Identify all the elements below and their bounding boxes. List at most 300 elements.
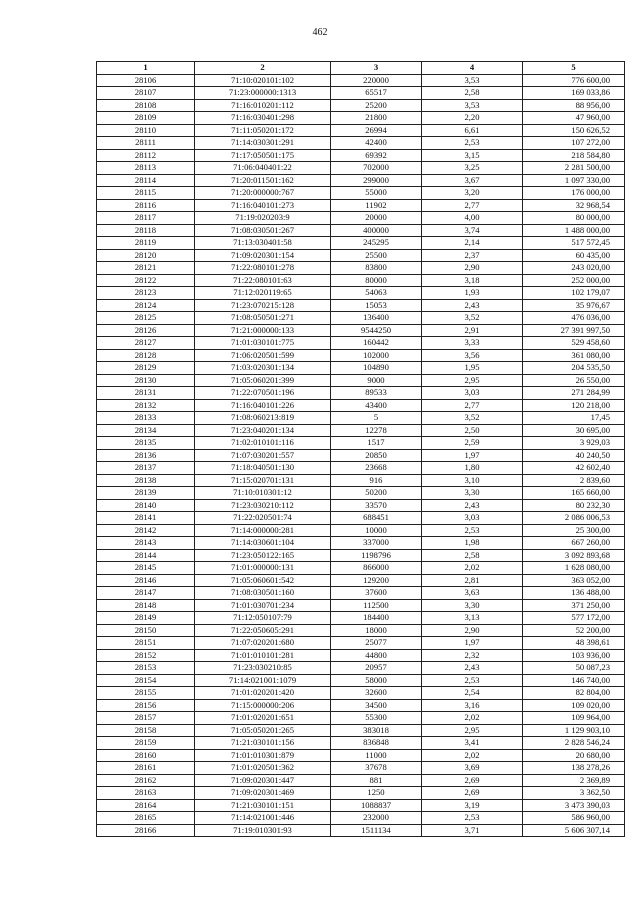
table-row <box>97 712 625 725</box>
cell-rate-value: 3,25 <box>422 162 523 175</box>
cell-amount-value: 371 250,00 <box>523 599 625 612</box>
cell-amount-value: 120 218,00 <box>523 399 625 412</box>
cell-area-value: 299000 <box>331 174 422 187</box>
cell-area-value: 160442 <box>331 337 422 350</box>
cell-area-value: 80000 <box>331 274 422 287</box>
cell-cadastral-number: 71:22:070501:196 <box>195 387 331 400</box>
table-row <box>97 324 625 337</box>
table-row <box>97 674 625 687</box>
table-row <box>97 487 625 500</box>
cell-cadastral-number: 71:05:050201:265 <box>195 724 331 737</box>
cell-cadastral-number: 71:01:010301:879 <box>195 749 331 762</box>
cell-rate-value: 2,43 <box>422 662 523 675</box>
cell-amount-value: 3 473 390,03 <box>523 799 625 812</box>
cell-cadastral-number: 71:01:020201:420 <box>195 687 331 700</box>
cell-row-number: 28113 <box>97 162 195 175</box>
cell-cadastral-number: 71:05:060201:399 <box>195 374 331 387</box>
cell-cadastral-number: 71:18:040501:130 <box>195 462 331 475</box>
cell-cadastral-number: 71:02:010101:116 <box>195 437 331 450</box>
table-row <box>97 762 625 775</box>
cell-rate-value: 2,53 <box>422 137 523 150</box>
cell-amount-value: 30 695,00 <box>523 424 625 437</box>
cell-area-value: 50200 <box>331 487 422 500</box>
cell-amount-value: 176 000,00 <box>523 187 625 200</box>
table-row <box>97 812 625 825</box>
cell-row-number: 28161 <box>97 762 195 775</box>
cell-area-value: 20000 <box>331 212 422 225</box>
cell-amount-value: 169 033,86 <box>523 87 625 100</box>
cell-area-value: 20957 <box>331 662 422 675</box>
cell-rate-value: 2,58 <box>422 549 523 562</box>
cell-row-number: 28159 <box>97 737 195 750</box>
table-row <box>97 174 625 187</box>
cell-row-number: 28165 <box>97 812 195 825</box>
cell-rate-value: 3,67 <box>422 174 523 187</box>
cell-amount-value: 20 680,00 <box>523 749 625 762</box>
cell-rate-value: 2,59 <box>422 437 523 450</box>
table-row <box>97 349 625 362</box>
cell-row-number: 28154 <box>97 674 195 687</box>
cell-rate-value: 2,91 <box>422 324 523 337</box>
table-row <box>97 724 625 737</box>
cell-row-number: 28107 <box>97 87 195 100</box>
cell-area-value: 11902 <box>331 199 422 212</box>
cell-rate-value: 2,69 <box>422 774 523 787</box>
cell-row-number: 28160 <box>97 749 195 762</box>
cell-amount-value: 517 572,45 <box>523 237 625 250</box>
cell-cadastral-number: 71:05:060601:542 <box>195 574 331 587</box>
cell-row-number: 28152 <box>97 649 195 662</box>
cell-amount-value: 103 936,00 <box>523 649 625 662</box>
cell-area-value: 33570 <box>331 499 422 512</box>
table-row <box>97 824 625 837</box>
cell-rate-value: 3,74 <box>422 224 523 237</box>
table-row <box>97 274 625 287</box>
cell-row-number: 28117 <box>97 212 195 225</box>
cell-amount-value: 80 000,00 <box>523 212 625 225</box>
table-row <box>97 512 625 525</box>
cell-amount-value: 363 052,00 <box>523 574 625 587</box>
cell-row-number: 28149 <box>97 612 195 625</box>
cell-row-number: 28166 <box>97 824 195 837</box>
cell-amount-value: 776 600,00 <box>523 74 625 87</box>
cell-rate-value: 2,53 <box>422 524 523 537</box>
cell-area-value: 112500 <box>331 599 422 612</box>
cell-amount-value: 586 960,00 <box>523 812 625 825</box>
cell-amount-value: 146 740,00 <box>523 674 625 687</box>
cell-rate-value: 2,90 <box>422 262 523 275</box>
cell-cadastral-number: 71:15:020701:131 <box>195 474 331 487</box>
cell-amount-value: 47 960,00 <box>523 112 625 125</box>
cell-amount-value: 2 828 546,24 <box>523 737 625 750</box>
cell-area-value: 25077 <box>331 637 422 650</box>
cell-area-value: 44800 <box>331 649 422 662</box>
cell-area-value: 54063 <box>331 287 422 300</box>
cell-area-value: 1250 <box>331 787 422 800</box>
cell-row-number: 28164 <box>97 799 195 812</box>
cell-cadastral-number: 71:22:080101:63 <box>195 274 331 287</box>
cell-row-number: 28134 <box>97 424 195 437</box>
cell-row-number: 28142 <box>97 524 195 537</box>
cell-cadastral-number: 71:09:020301:469 <box>195 787 331 800</box>
cell-amount-value: 48 398,61 <box>523 637 625 650</box>
cell-row-number: 28114 <box>97 174 195 187</box>
table-row <box>97 74 625 87</box>
cell-cadastral-number: 71:14:021001:446 <box>195 812 331 825</box>
table-row <box>97 599 625 612</box>
table-row <box>97 574 625 587</box>
table-row <box>97 424 625 437</box>
cell-row-number: 28118 <box>97 224 195 237</box>
cell-area-value: 1088837 <box>331 799 422 812</box>
cell-cadastral-number: 71:23:050122:165 <box>195 549 331 562</box>
cell-rate-value: 2,54 <box>422 687 523 700</box>
table-row <box>97 224 625 237</box>
cell-rate-value: 1,80 <box>422 462 523 475</box>
table-row <box>97 799 625 812</box>
table-row <box>97 137 625 150</box>
cell-row-number: 28135 <box>97 437 195 450</box>
cell-row-number: 28157 <box>97 712 195 725</box>
table-row <box>97 262 625 275</box>
cell-row-number: 28145 <box>97 562 195 575</box>
cell-area-value: 55000 <box>331 187 422 200</box>
cell-amount-value: 361 080,00 <box>523 349 625 362</box>
cell-rate-value: 2,37 <box>422 249 523 262</box>
table-row <box>97 237 625 250</box>
cell-rate-value: 2,02 <box>422 712 523 725</box>
cell-row-number: 28158 <box>97 724 195 737</box>
table-row <box>97 124 625 137</box>
cell-row-number: 28155 <box>97 687 195 700</box>
table-body <box>97 74 625 837</box>
cell-area-value: 104890 <box>331 362 422 375</box>
cell-rate-value: 3,53 <box>422 74 523 87</box>
cell-area-value: 20850 <box>331 449 422 462</box>
cell-area-value: 232000 <box>331 812 422 825</box>
cell-amount-value: 3 092 893,68 <box>523 549 625 562</box>
cell-rate-value: 2,02 <box>422 749 523 762</box>
cell-cadastral-number: 71:14:030301:291 <box>195 137 331 150</box>
table-row <box>97 624 625 637</box>
cell-row-number: 28123 <box>97 287 195 300</box>
cell-row-number: 28115 <box>97 187 195 200</box>
table-row <box>97 562 625 575</box>
cell-area-value: 69392 <box>331 149 422 162</box>
table-row <box>97 449 625 462</box>
cell-rate-value: 2,95 <box>422 374 523 387</box>
cell-amount-value: 136 488,00 <box>523 587 625 600</box>
cell-cadastral-number: 71:11:050201:172 <box>195 124 331 137</box>
table-row <box>97 549 625 562</box>
cell-amount-value: 150 626,52 <box>523 124 625 137</box>
cell-rate-value: 1,97 <box>422 637 523 650</box>
cell-cadastral-number: 71:09:020301:154 <box>195 249 331 262</box>
table-row <box>97 337 625 350</box>
cell-rate-value: 2,81 <box>422 574 523 587</box>
cell-amount-value: 243 020,00 <box>523 262 625 275</box>
cell-amount-value: 26 550,00 <box>523 374 625 387</box>
cell-amount-value: 60 435,00 <box>523 249 625 262</box>
cell-rate-value: 2,77 <box>422 199 523 212</box>
cell-rate-value: 2,50 <box>422 424 523 437</box>
cell-amount-value: 1 129 903,10 <box>523 724 625 737</box>
cell-row-number: 28151 <box>97 637 195 650</box>
cell-row-number: 28125 <box>97 312 195 325</box>
cell-rate-value: 3,03 <box>422 387 523 400</box>
cell-cadastral-number: 71:08:060213:819 <box>195 412 331 425</box>
table-row <box>97 687 625 700</box>
cell-area-value: 15053 <box>331 299 422 312</box>
cell-row-number: 28110 <box>97 124 195 137</box>
table-row <box>97 212 625 225</box>
cell-area-value: 866000 <box>331 562 422 575</box>
cell-row-number: 28124 <box>97 299 195 312</box>
cell-area-value: 836848 <box>331 737 422 750</box>
cell-row-number: 28109 <box>97 112 195 125</box>
cell-rate-value: 3,20 <box>422 187 523 200</box>
cell-rate-value: 2,77 <box>422 399 523 412</box>
cell-rate-value: 3,03 <box>422 512 523 525</box>
cell-rate-value: 3,52 <box>422 312 523 325</box>
cell-row-number: 28116 <box>97 199 195 212</box>
table-row <box>97 199 625 212</box>
cell-amount-value: 40 240,50 <box>523 449 625 462</box>
cell-cadastral-number: 71:21:030101:156 <box>195 737 331 750</box>
cell-cadastral-number: 71:23:070215:128 <box>195 299 331 312</box>
cell-cadastral-number: 71:10:010301:12 <box>195 487 331 500</box>
cell-amount-value: 1 628 080,00 <box>523 562 625 575</box>
cell-rate-value: 3,41 <box>422 737 523 750</box>
table-row <box>97 312 625 325</box>
cell-area-value: 34500 <box>331 699 422 712</box>
cell-rate-value: 3,56 <box>422 349 523 362</box>
cell-cadastral-number: 71:01:020501:362 <box>195 762 331 775</box>
cell-area-value: 21800 <box>331 112 422 125</box>
cell-cadastral-number: 71:07:020201:680 <box>195 637 331 650</box>
cell-amount-value: 2 839,60 <box>523 474 625 487</box>
table-row <box>97 749 625 762</box>
cell-row-number: 28126 <box>97 324 195 337</box>
cell-cadastral-number: 71:16:040101:273 <box>195 199 331 212</box>
cell-cadastral-number: 71:06:020501:599 <box>195 349 331 362</box>
table-row <box>97 637 625 650</box>
cell-cadastral-number: 71:08:050501:271 <box>195 312 331 325</box>
table-row <box>97 612 625 625</box>
cell-rate-value: 2,58 <box>422 87 523 100</box>
cell-rate-value: 3,15 <box>422 149 523 162</box>
cell-area-value: 129200 <box>331 574 422 587</box>
cell-row-number: 28111 <box>97 137 195 150</box>
cell-cadastral-number: 71:01:010101:281 <box>195 649 331 662</box>
cell-rate-value: 2,20 <box>422 112 523 125</box>
cell-area-value: 1517 <box>331 437 422 450</box>
cell-area-value: 58000 <box>331 674 422 687</box>
cell-cadastral-number: 71:01:020201:651 <box>195 712 331 725</box>
cell-cadastral-number: 71:13:030401:58 <box>195 237 331 250</box>
cell-cadastral-number: 71:22:050605:291 <box>195 624 331 637</box>
cell-row-number: 28131 <box>97 387 195 400</box>
cell-area-value: 23668 <box>331 462 422 475</box>
data-table <box>96 61 625 837</box>
table-row <box>97 524 625 537</box>
cell-row-number: 28129 <box>97 362 195 375</box>
table-row <box>97 387 625 400</box>
cell-area-value: 12278 <box>331 424 422 437</box>
cell-amount-value: 1 488 000,00 <box>523 224 625 237</box>
cell-row-number: 28141 <box>97 512 195 525</box>
cell-area-value: 9544250 <box>331 324 422 337</box>
cell-row-number: 28133 <box>97 412 195 425</box>
table-row <box>97 187 625 200</box>
table-row <box>97 287 625 300</box>
cell-amount-value: 667 260,00 <box>523 537 625 550</box>
cell-cadastral-number: 71:21:030101:151 <box>195 799 331 812</box>
cell-area-value: 9000 <box>331 374 422 387</box>
cell-area-value: 1198796 <box>331 549 422 562</box>
cell-rate-value: 3,10 <box>422 474 523 487</box>
cell-amount-value: 529 458,60 <box>523 337 625 350</box>
cell-amount-value: 2 281 500,00 <box>523 162 625 175</box>
cell-cadastral-number: 71:23:030210:85 <box>195 662 331 675</box>
cell-rate-value: 1,93 <box>422 287 523 300</box>
cell-amount-value: 271 284,99 <box>523 387 625 400</box>
cell-cadastral-number: 71:19:010301:93 <box>195 824 331 837</box>
column-header-1: 1 <box>97 62 195 75</box>
cell-amount-value: 1 097 330,00 <box>523 174 625 187</box>
cell-area-value: 702000 <box>331 162 422 175</box>
column-header-2: 2 <box>195 62 331 75</box>
cell-row-number: 28119 <box>97 237 195 250</box>
cell-row-number: 28106 <box>97 74 195 87</box>
cell-cadastral-number: 71:01:030701:234 <box>195 599 331 612</box>
table-row <box>97 249 625 262</box>
cell-rate-value: 2,43 <box>422 299 523 312</box>
table-row <box>97 587 625 600</box>
cell-rate-value: 3,18 <box>422 274 523 287</box>
cell-cadastral-number: 71:15:000000:206 <box>195 699 331 712</box>
table-row <box>97 99 625 112</box>
table-row <box>97 149 625 162</box>
cell-area-value: 383018 <box>331 724 422 737</box>
table-row <box>97 499 625 512</box>
cell-rate-value: 2,95 <box>422 724 523 737</box>
cell-area-value: 102000 <box>331 349 422 362</box>
cell-cadastral-number: 71:07:030201:557 <box>195 449 331 462</box>
cell-area-value: 37600 <box>331 587 422 600</box>
cell-rate-value: 6,61 <box>422 124 523 137</box>
cell-cadastral-number: 71:17:050501:175 <box>195 149 331 162</box>
cell-rate-value: 3,63 <box>422 587 523 600</box>
cell-area-value: 5 <box>331 412 422 425</box>
cell-rate-value: 3,71 <box>422 824 523 837</box>
cell-amount-value: 3 362,50 <box>523 787 625 800</box>
cell-area-value: 220000 <box>331 74 422 87</box>
cell-area-value: 37678 <box>331 762 422 775</box>
cell-row-number: 28121 <box>97 262 195 275</box>
cell-area-value: 1511134 <box>331 824 422 837</box>
cell-row-number: 28153 <box>97 662 195 675</box>
cell-row-number: 28128 <box>97 349 195 362</box>
cell-rate-value: 2,53 <box>422 674 523 687</box>
cell-rate-value: 3,30 <box>422 487 523 500</box>
cell-rate-value: 1,95 <box>422 362 523 375</box>
cell-cadastral-number: 71:22:080101:278 <box>195 262 331 275</box>
cell-area-value: 43400 <box>331 399 422 412</box>
cell-rate-value: 2,14 <box>422 237 523 250</box>
table-row <box>97 362 625 375</box>
cell-amount-value: 27 391 997,50 <box>523 324 625 337</box>
cell-row-number: 28136 <box>97 449 195 462</box>
cell-rate-value: 2,32 <box>422 649 523 662</box>
cell-area-value: 881 <box>331 774 422 787</box>
cell-rate-value: 4,00 <box>422 212 523 225</box>
cell-rate-value: 3,19 <box>422 799 523 812</box>
cell-area-value: 89533 <box>331 387 422 400</box>
cell-rate-value: 2,69 <box>422 787 523 800</box>
cell-row-number: 28120 <box>97 249 195 262</box>
cell-rate-value: 2,02 <box>422 562 523 575</box>
cell-area-value: 32600 <box>331 687 422 700</box>
cell-cadastral-number: 71:19:020203:9 <box>195 212 331 225</box>
cell-row-number: 28156 <box>97 699 195 712</box>
cell-rate-value: 2,53 <box>422 812 523 825</box>
cell-row-number: 28143 <box>97 537 195 550</box>
cell-row-number: 28147 <box>97 587 195 600</box>
cell-row-number: 28127 <box>97 337 195 350</box>
table-row <box>97 462 625 475</box>
cell-amount-value: 109 020,00 <box>523 699 625 712</box>
cell-amount-value: 252 000,00 <box>523 274 625 287</box>
cell-cadastral-number: 71:23:030210:112 <box>195 499 331 512</box>
cell-cadastral-number: 71:22:020501:74 <box>195 512 331 525</box>
cell-amount-value: 32 968,54 <box>523 199 625 212</box>
cell-area-value: 25500 <box>331 249 422 262</box>
cell-rate-value: 1,98 <box>422 537 523 550</box>
column-header-5: 5 <box>523 62 625 75</box>
cell-area-value: 18000 <box>331 624 422 637</box>
table-row <box>97 87 625 100</box>
cell-row-number: 28122 <box>97 274 195 287</box>
table-row <box>97 787 625 800</box>
cell-rate-value: 2,90 <box>422 624 523 637</box>
cell-row-number: 28140 <box>97 499 195 512</box>
cell-amount-value: 102 179,07 <box>523 287 625 300</box>
cell-row-number: 28162 <box>97 774 195 787</box>
cell-row-number: 28146 <box>97 574 195 587</box>
cell-amount-value: 50 087,23 <box>523 662 625 675</box>
table-row <box>97 437 625 450</box>
cell-amount-value: 109 964,00 <box>523 712 625 725</box>
cell-area-value: 10000 <box>331 524 422 537</box>
cell-rate-value: 2,43 <box>422 499 523 512</box>
cell-cadastral-number: 71:16:030401:298 <box>195 112 331 125</box>
cell-amount-value: 3 929,03 <box>523 437 625 450</box>
cell-cadastral-number: 71:16:040101:226 <box>195 399 331 412</box>
table-row <box>97 112 625 125</box>
cell-cadastral-number: 71:20:011501:162 <box>195 174 331 187</box>
cell-cadastral-number: 71:20:000000:767 <box>195 187 331 200</box>
table-header-row <box>97 62 625 75</box>
cell-row-number: 28163 <box>97 787 195 800</box>
cell-row-number: 28137 <box>97 462 195 475</box>
cell-amount-value: 204 535,50 <box>523 362 625 375</box>
cell-area-value: 26994 <box>331 124 422 137</box>
page-number: 462 <box>312 27 328 38</box>
cell-cadastral-number: 71:01:000000:131 <box>195 562 331 575</box>
cell-area-value: 83800 <box>331 262 422 275</box>
cell-amount-value: 2 086 006,53 <box>523 512 625 525</box>
